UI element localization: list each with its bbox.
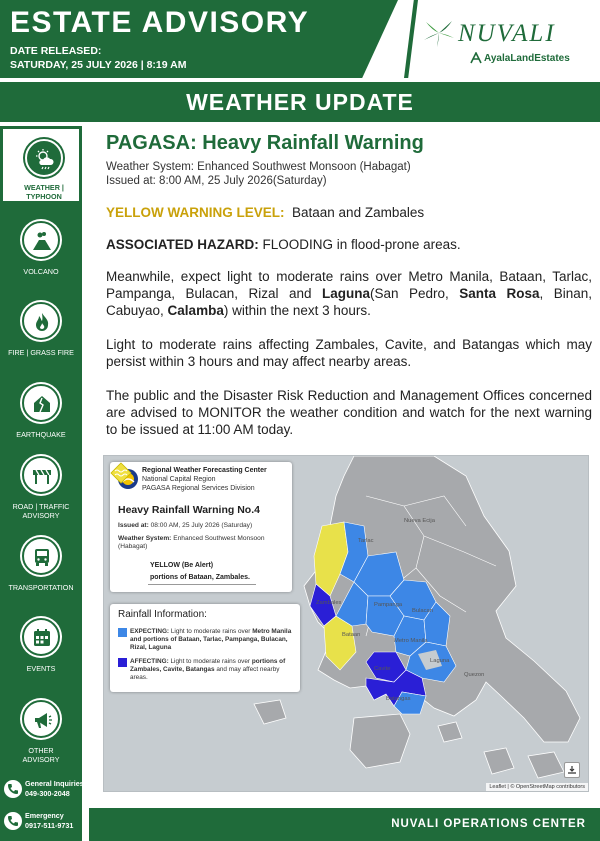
expecting-text-a: Light to moderate rains over [170,628,253,635]
sidebar-item-transportation[interactable] [0,527,82,605]
yellow-title: YELLOW (Be Alert) [150,562,214,569]
fire-icon [22,302,60,340]
contact-emergency[interactable] [4,810,84,840]
logo-subtitle: AyalaLandEstates [484,53,570,64]
center-title: Regional Weather Forecasting Center [142,467,267,474]
footer-text: NUVALI OPERATIONS CENTER [391,818,586,830]
earthquake-icon [22,384,60,422]
date-label: DATE RELEASED: [10,45,102,57]
divider [148,584,256,585]
sidebar-item-volcano[interactable] [0,211,82,289]
footer [89,808,600,841]
expecting-text [130,628,292,652]
place-label: Cavite [374,666,391,672]
place-label: Zambales [316,600,342,606]
map-attribution[interactable]: Leaflet | © OpenStreetMap contributors [486,783,588,791]
nuvali-logo [420,14,590,70]
affecting-swatch [118,658,127,667]
page-title: ESTATE ADVISORY [10,6,310,39]
sidebar-item-weather[interactable] [0,126,82,204]
sidebar-item-road-traffic[interactable] [0,446,82,524]
warning-info-card [110,462,292,592]
advisory-paragraph: The public and the Disaster Risk Reduction and Management Offices concerned are advised to MONITOR the weather condition and watch for the next warning to be issued at 11:00 AM today. [106,388,592,437]
download-icon [567,765,577,775]
card-system-label: Weather System: [118,535,172,542]
contact-number: 049-300-2048 [25,789,70,798]
place-label: Tarlac [358,538,374,544]
affecting-paragraph: Light to moderate rains affecting Zambales, Cavite, and Batangas which may persist within 3 hours and may affect nearby areas. [106,337,592,369]
affecting-text-b: portions of Zambales, Cavite, Batangas [130,658,286,673]
para-bold-santa-rosa: Santa Rosa [459,286,540,301]
sidebar-item-label: VOLCANO [23,267,59,276]
volcano-icon [22,221,60,259]
contact-label: Emergency [25,811,64,820]
contact-number: 0917-511-9731 [25,821,74,830]
road-icon [22,456,60,494]
contact-general-inquiries[interactable] [4,778,84,808]
download-button[interactable] [564,762,580,778]
center-sub1: National Capital Region [142,476,216,483]
expecting-text-b: Metro Manila and portions of Bataan, Tarlac, Pampanga, Bulacan, Rizal, Laguna [130,628,292,651]
sidebar-item-label: FIRE | GRASS FIRE [8,348,74,357]
warning-number: Heavy Rainfall Warning No.4 [118,504,260,516]
place-label: Laguna [430,658,450,664]
weather-system: Weather System: Enhanced Southwest Monsoon (Habagat) [106,161,411,173]
para-text: ) within the next 3 hours. [223,303,371,318]
card-issued-label: Issued at: [118,522,149,529]
card-system-value: Enhanced Southwest Monsoon (Habagat) [118,535,265,550]
sidebar-item-label: EVENTS [26,664,56,673]
para-bold-laguna: Laguna [322,286,371,301]
center-sub2: PAGASA Regional Services Division [142,485,255,492]
card-issued [118,522,252,529]
phone-icon [4,812,22,830]
place-label: Nueva Ecija [404,518,435,524]
megaphone-icon [22,700,60,738]
sidebar-item-fire[interactable] [0,292,82,370]
nuvali-leaf-icon [422,18,456,48]
card-issued-value: 08:00 AM, 25 July 2026 (Saturday) [150,522,253,529]
place-label: Metro Manila [394,638,428,644]
rainfall-map[interactable] [103,455,589,792]
weather-icon [25,139,63,177]
para-text: Meanwhile, expect light to moderate rains over Metro Manila, Bataan, Tarlac, Pampanga, Bulacan, Rizal and [106,269,592,301]
yellow-alert-icon [110,462,132,484]
expecting-swatch [118,628,127,637]
warning-title: PAGASA: Heavy Rainfall Warning [106,132,424,154]
place-label: Pampanga [374,602,403,608]
contact-label: General Inquiries [25,779,84,788]
sidebar-item-label: OTHER ADVISORY [22,746,60,764]
sidebar-item-other-advisory[interactable] [0,690,82,768]
rainfall-info-title: Rainfall Information: [118,609,207,620]
bus-icon [22,537,60,575]
affecting-text [130,658,292,682]
sidebar [0,126,82,841]
place-label: Bataan [342,632,361,638]
warning-level-value: Bataan and Zambales [292,205,425,220]
ayala-mark-icon [470,52,482,64]
sidebar-item-label: WEATHER | TYPHOON [24,183,64,201]
hazard-label: ASSOCIATED HAZARD: [106,237,259,252]
place-label: Bulacan [412,608,433,614]
sidebar-item-label: EARTHQUAKE [16,430,66,439]
header-stripe [404,0,418,78]
section-title: WEATHER UPDATE [186,89,414,115]
rainfall-info-card [110,604,300,692]
yellow-text: portions of Bataan, Zambales. [150,574,250,581]
hazard-value: FLOODING in flood-prone areas. [262,237,461,252]
warning-level [106,205,424,220]
affecting-text-c: and may affect nearby areas. [130,666,280,681]
calendar-icon [22,618,60,656]
sidebar-item-label: ROAD | TRAFFIC ADVISORY [12,502,70,520]
para-bold-calamba: Calamba [167,303,224,318]
sidebar-item-earthquake[interactable] [0,374,82,452]
warning-level-label: YELLOW WARNING LEVEL: [106,205,285,220]
section-banner [0,82,600,122]
place-label: Batangas [386,696,411,702]
card-system [118,535,288,551]
phone-icon [4,780,22,798]
para-text: , Binan, Cabuyao, [106,286,592,318]
para-text: (San Pedro, [370,286,460,301]
associated-hazard [106,237,461,252]
header [0,0,600,78]
affecting-label: AFFECTING: [130,658,169,665]
expecting-label: EXPECTING: [130,628,170,635]
issued-at: Issued at: 8:00 AM, 25 July 2026(Saturday) [106,175,327,187]
place-label: Quezon [464,672,485,678]
sidebar-item-events[interactable] [0,608,82,686]
date-value: SATURDAY, 25 JULY 2026 | 8:19 AM [10,59,187,71]
sidebar-item-label: TRANSPORTATION [8,583,74,592]
logo-wordmark: NUVALI [458,20,556,47]
forecast-paragraph [106,268,592,319]
affecting-text-a: Light to moderate rains over [170,658,252,665]
